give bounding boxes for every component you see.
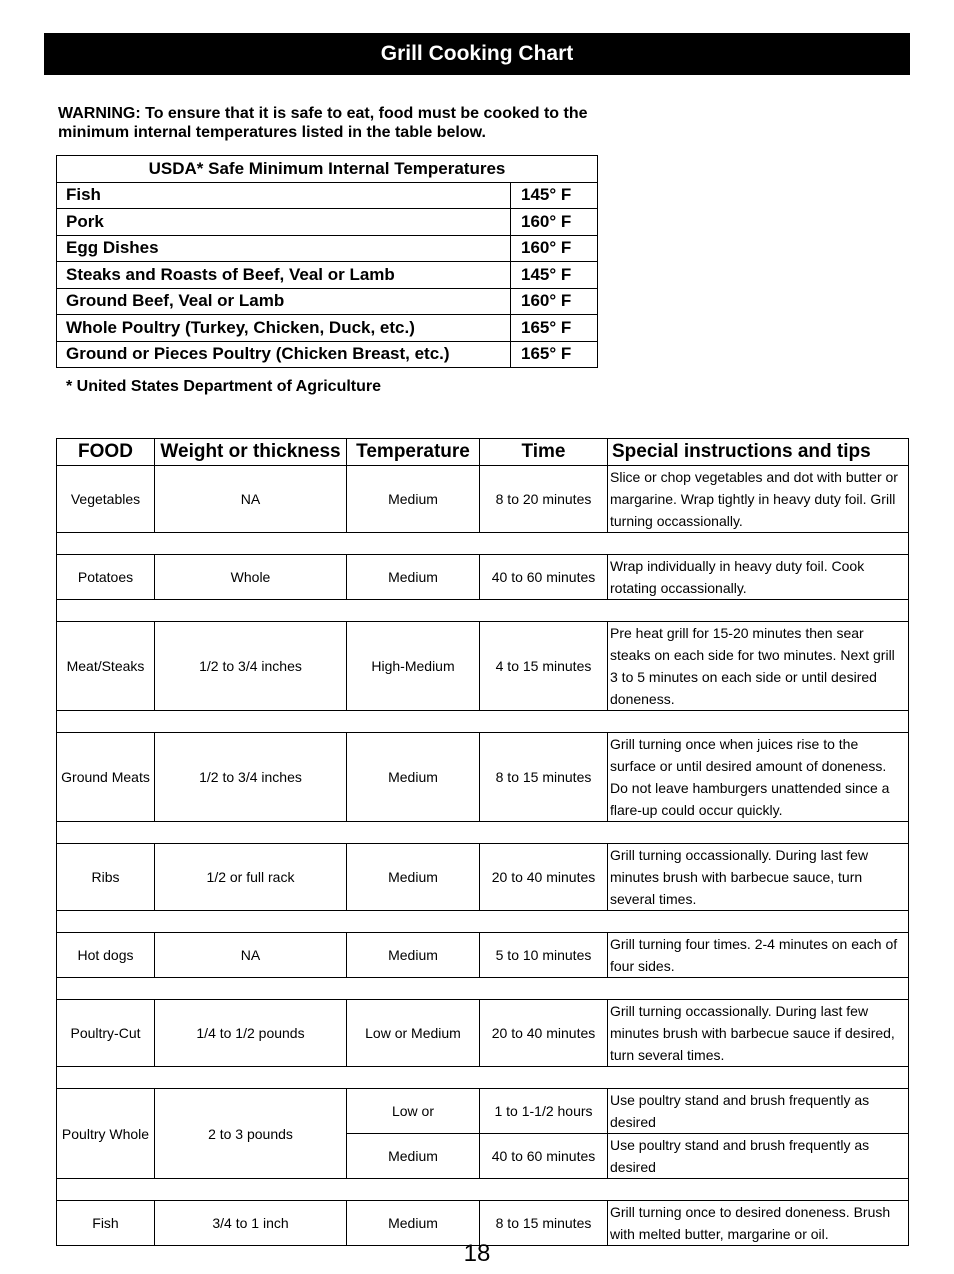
cell-tips: Grill turning once to desired doneness. Brush with melted butter, margarine or oil. — [608, 1201, 909, 1246]
cell-weight: Whole — [155, 555, 347, 600]
cell-tips: Grill turning four times. 2-4 minutes on each of four sides. — [608, 933, 909, 978]
cell-tips: Slice or chop vegetables and dot with butter or margarine. Wrap tightly in heavy duty foil. Grill turning occassionally. — [608, 466, 909, 533]
table-spacer — [57, 533, 909, 555]
usda-row — [57, 262, 598, 289]
page-number: 18 — [463, 1240, 491, 1267]
cell-time: 20 to 40 minutes — [480, 1000, 608, 1067]
table-spacer — [57, 1067, 909, 1089]
cell-tips: Grill turning occassionally. During last few minutes brush with barbecue sauce if desired, turn several times. — [608, 1000, 909, 1067]
cell-food: Poultry-Cut — [57, 1000, 155, 1067]
table-spacer — [57, 911, 909, 933]
table-spacer — [57, 822, 909, 844]
cell-food: Meat/Steaks — [57, 622, 155, 711]
usda-food: Steaks and Roasts of Beef, Veal or Lamb — [57, 262, 511, 289]
table-spacer — [57, 711, 909, 733]
cell-time: 40 to 60 minutes — [480, 1134, 608, 1179]
cell-food: Poultry Whole — [57, 1089, 155, 1179]
table-row — [57, 844, 909, 911]
cell-time: 1 to 1-1/2 hours — [480, 1089, 608, 1134]
usda-temp: 165° F — [511, 341, 598, 368]
cell-temperature: High-Medium — [347, 622, 480, 711]
cell-time: 8 to 15 minutes — [480, 733, 608, 822]
cell-temperature: Medium — [347, 733, 480, 822]
usda-row — [57, 182, 598, 209]
header-weight: Weight or thickness — [155, 439, 347, 466]
cell-temperature: Medium — [347, 844, 480, 911]
cell-weight: 2 to 3 pounds — [155, 1089, 347, 1179]
cell-tips: Grill turning once when juices rise to the surface or until desired amount of doneness. Do not leave hamburgers unattended since a flare-up could occur quickly. — [608, 733, 909, 822]
cell-weight: NA — [155, 466, 347, 533]
cell-food: Vegetables — [57, 466, 155, 533]
cell-time: 8 to 15 minutes — [480, 1201, 608, 1246]
header-temperature: Temperature — [347, 439, 480, 466]
cell-temperature: Medium — [347, 933, 480, 978]
cell-weight: NA — [155, 933, 347, 978]
cell-tips: Wrap individually in heavy duty foil. Cook rotating occassionally. — [608, 555, 909, 600]
table-spacer — [57, 978, 909, 1000]
usda-temp: 160° F — [511, 235, 598, 262]
table-spacer — [57, 1179, 909, 1201]
usda-row — [57, 235, 598, 262]
table-row — [57, 1000, 909, 1067]
header-tips: Special instructions and tips — [608, 439, 909, 466]
cell-temperature: Medium — [347, 1134, 480, 1179]
cell-food: Ground Meats — [57, 733, 155, 822]
usda-table-header: USDA* Safe Minimum Internal Temperatures — [57, 156, 598, 183]
header-time: Time — [480, 439, 608, 466]
usda-footnote: * United States Department of Agriculture — [66, 378, 382, 395]
cell-food: Potatoes — [57, 555, 155, 600]
usda-temp: 160° F — [511, 209, 598, 236]
cell-tips: Pre heat grill for 15-20 minutes then sear steaks on each side for two minutes. Next grill 3 to 5 minutes on each side or until desired doneness. — [608, 622, 909, 711]
usda-food: Ground or Pieces Poultry (Chicken Breast, etc.) — [57, 341, 511, 368]
cell-weight: 1/4 to 1/2 pounds — [155, 1000, 347, 1067]
table-row — [57, 1089, 909, 1134]
usda-food: Egg Dishes — [57, 235, 511, 262]
cell-temperature: Low or — [347, 1089, 480, 1134]
cell-weight: 3/4 to 1 inch — [155, 1201, 347, 1246]
cell-time: 8 to 20 minutes — [480, 466, 608, 533]
table-row — [57, 555, 909, 600]
usda-row — [57, 341, 598, 368]
grill-cooking-table — [56, 438, 909, 1246]
table-row — [57, 1201, 909, 1246]
cell-tips: Grill turning occassionally. During last few minutes brush with barbecue sauce, turn several times. — [608, 844, 909, 911]
usda-temp: 145° F — [511, 262, 598, 289]
usda-temp: 145° F — [511, 182, 598, 209]
page-title: Grill Cooking Chart — [44, 33, 910, 75]
cell-temperature: Medium — [347, 555, 480, 600]
usda-food: Whole Poultry (Turkey, Chicken, Duck, etc.) — [57, 315, 511, 342]
table-row — [57, 933, 909, 978]
cell-time: 40 to 60 minutes — [480, 555, 608, 600]
cell-food: Ribs — [57, 844, 155, 911]
cell-weight: 1/2 or full rack — [155, 844, 347, 911]
usda-row — [57, 315, 598, 342]
cell-food: Hot dogs — [57, 933, 155, 978]
cell-time: 20 to 40 minutes — [480, 844, 608, 911]
usda-row — [57, 288, 598, 315]
cell-weight: 1/2 to 3/4 inches — [155, 733, 347, 822]
cell-time: 5 to 10 minutes — [480, 933, 608, 978]
usda-row — [57, 209, 598, 236]
cell-tips: Use poultry stand and brush frequently as desired — [608, 1089, 909, 1134]
warning-text: WARNING: To ensure that it is safe to eat, food must be cooked to the minimum internal temperatures listed in the table below. — [58, 105, 588, 141]
header-food: FOOD — [57, 439, 155, 466]
cell-tips: Use poultry stand and brush frequently as desired — [608, 1134, 909, 1179]
table-row — [57, 733, 909, 822]
usda-temp: 165° F — [511, 315, 598, 342]
usda-food: Ground Beef, Veal or Lamb — [57, 288, 511, 315]
table-spacer — [57, 600, 909, 622]
table-row — [57, 466, 909, 533]
cell-temperature: Medium — [347, 466, 480, 533]
usda-temp: 160° F — [511, 288, 598, 315]
usda-food: Fish — [57, 182, 511, 209]
cell-temperature: Low or Medium — [347, 1000, 480, 1067]
usda-temperature-table — [56, 155, 598, 368]
cell-temperature: Medium — [347, 1201, 480, 1246]
cell-food: Fish — [57, 1201, 155, 1246]
usda-food: Pork — [57, 209, 511, 236]
table-row — [57, 622, 909, 711]
cell-weight: 1/2 to 3/4 inches — [155, 622, 347, 711]
cell-time: 4 to 15 minutes — [480, 622, 608, 711]
